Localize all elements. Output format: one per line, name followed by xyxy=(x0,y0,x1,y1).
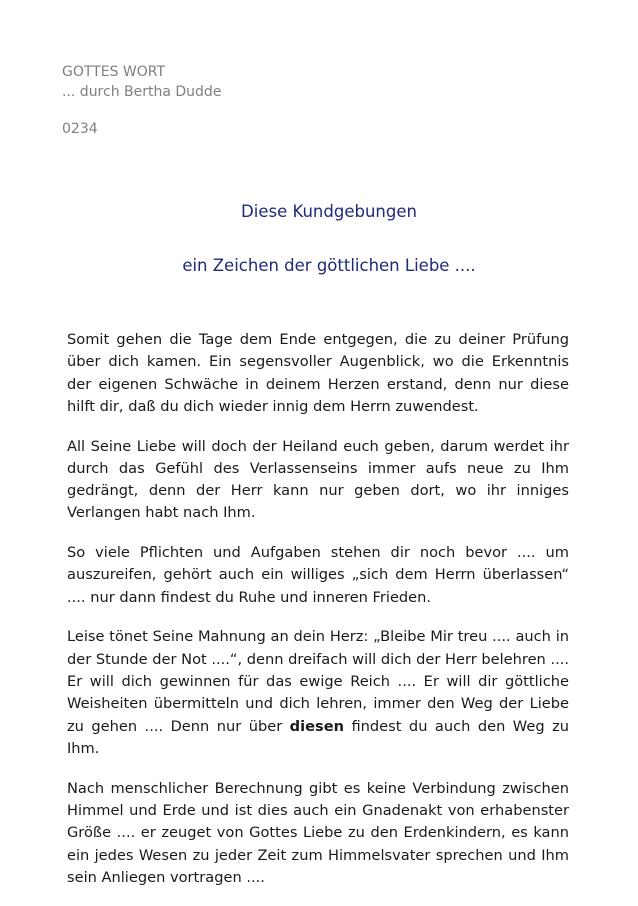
document-body xyxy=(67,329,569,906)
author-line: ... durch Bertha Dudde xyxy=(62,84,222,100)
document-number: 0234 xyxy=(62,121,98,137)
paragraph-text: findest du auch den Weg zu Ihm. xyxy=(67,717,569,757)
emphasized-word: diesen xyxy=(289,717,344,735)
paragraph: Nach menschlicher Berechnung gibt es keine Verbindung zwischen Himmel und Erde und ist dies auch ein Gnadenakt von erhabenster Größe .... er zeuget von Gottes Liebe zu den Erdenkindern, es kann ein jedes Wesen zu jeder Zeit zum Himmelsvater sprechen und Ihm sein Anliegen vortragen .... xyxy=(67,779,569,886)
paragraph-text: Leise tönet Seine Mahnung an dein Herz: „Bleibe Mir treu .... auch in der Stunde der Not ....“, denn dreifach will dich der Herr belehren .... Er will dich gewinnen für das ewige Reich .... Er will dir göttliche Weisheiten übermitteln und dich lehren, immer den Weg der Liebe zu gehen .... Denn nur über xyxy=(67,628,569,735)
paragraph xyxy=(67,626,569,760)
page-subtitle: ein Zeichen der göttlichen Liebe .... xyxy=(182,256,476,275)
page-title: Diese Kundgebungen xyxy=(241,202,417,221)
series-title: GOTTES WORT xyxy=(62,64,166,80)
paragraph: So viele Pflichten und Aufgaben stehen dir noch bevor .... um auszureifen, gehört auch ein williges „sich dem Herrn überlassen“ .... nur dann findest du Ruhe und inneren Frieden. xyxy=(67,544,569,606)
document-header xyxy=(62,62,221,139)
paragraph: All Seine Liebe will doch der Heiland euch geben, darum werdet ihr durch das Gefühl des Verlassenseins immer aufs neue zu Ihm gedrängt, denn der Herr kann nur geben dort, wo ihr inniges Verlangen habt nach Ihm. xyxy=(67,437,569,522)
paragraph: Somit gehen die Tage dem Ende entgegen, die zu deiner Prüfung über dich kamen. Ein segensvoller Augenblick, wo die Erkenntnis der eigenen Schwäche in deinem Herzen erstand, denn nur diese hilft dir, daß du dich wieder innig dem Herrn zuwendest. xyxy=(67,331,569,415)
